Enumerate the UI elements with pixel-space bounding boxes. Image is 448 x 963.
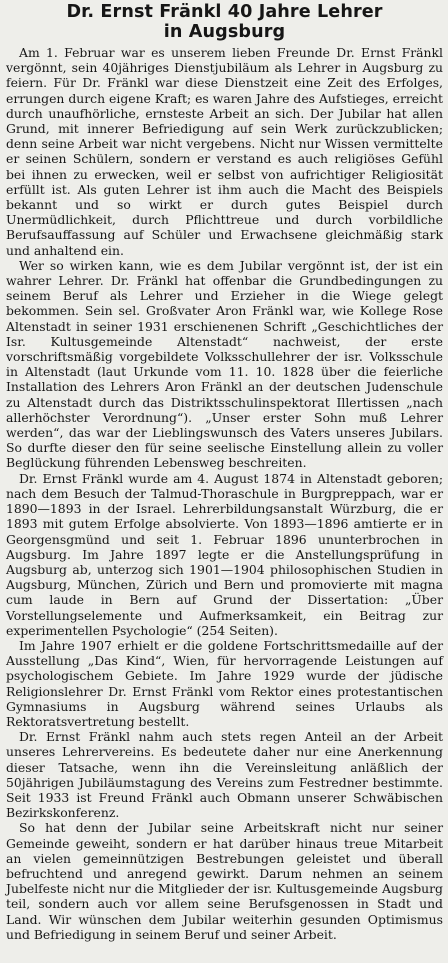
paragraph-3: Dr. Ernst Fränkl wurde am 4. August 1874 in Altenstadt geboren; nach dem Besuch der Talmud-Thoraschule in Burgpreppach, war er 1890—1893 in der Israel. Lehrerbildungsanstalt Würzburg, die er 1893 mit gutem Erfolge absolvierte. Von 1893—1896 amtierte er in Georgensgmünd und seit 1. Februar 1896 ununterbrochen in Augsburg. Im Jahre 1897 legte er die Anstellungsprüfung in Augsburg ab, unterzog sich 1901—1904 philosophischen Studien in Augsburg, München, Zürich und Bern und promovierte mit magna cum laude in Bern auf Grund der Dissertation: „Über Vorstellungselemente und Aufmerksamkeit, ein Beitrag zur experimentellen Psychologie“ (254 Seiten). [6,470,443,638]
paragraph-6: So hat denn der Jubilar seine Arbeitskraft nicht nur seiner Gemeinde geweiht, sondern er hat darüber hinaus treue Mitarbeit an vielen gemeinnützigen Bestrebungen geleistet und überall befruchtend und anregend gewirkt. Darum nehmen an seinem Jubelfeste nicht nur die Mitglieder der isr. Kultusgemeinde Augsburg teil, sondern auch vor allem seine Berufsgenossen in Stadt und Land. Wir wünschen dem Jubilar weiterhin gesunden Optimismus und Befriedigung in seinem Beruf und seiner Arbeit. [6,820,443,942]
paragraph-4: Im Jahre 1907 erhielt er die goldene Fortschrittsmedaille auf der Ausstellung „Das Kind“, Wien, für hervorragende Leistungen auf psychologischem Gebiete. Im Jahre 1929 wurde der jüdische Religionslehrer Dr. Ernst Fränkl vom Rektor eines protestantischen Gymnasiums in Augsburg während seines Urlaubs als Rektoratsvertretung bestellt. [6,637,443,729]
article-body [6,45,443,942]
article-title-line-2: in Augsburg [163,22,286,42]
article-title [6,2,443,42]
paragraph-2: Wer so wirken kann, wie es dem Jubilar vergönnt ist, der ist ein wahrer Lehrer. Dr. Fränkl hat offenbar die Grundbedingungen zu seinem Beruf als Lehrer und Erzieher in die Wiege gelegt bekommen. Sein sel. Großvater Aron Fränkl war, wie Kollege Rose Altenstadt in seiner 1931 erschienenen Schrift „Geschichtliches der Isr. Kultusgemeinde Altenstadt“ nachweist, der erste vorschriftsmäßig vorgebildete Volksschullehrer der isr. Volksschule in Altenstadt (laut Urkunde vom 11. 10. 1828 über die feierliche Installation des Lehrers Aron Fränkl an der deutschen Judenschule zu Altenstadt durch das Distriktsschulinspektorat Illertissen „nach allerhöchster Verordnung“). „Unser erster Sohn muß Lehrer werden“, das war der Lieblingswunsch des Vaters unseres Jubilars. So durfte dieser den für seine seelische Einstellung allein zu voller Beglückung führenden Lebensweg beschreiten. [6,257,443,471]
paragraph-5: Dr. Ernst Fränkl nahm auch stets regen Anteil an der Arbeit unseres Lehrervereins. Es bedeutete daher nur eine Anerkennung dieser Tatsache, wenn ihn die Vereinsleitung anläßlich der 50jährigen Jubiläumstagung des Vereins zum Festredner bestimmte. Seit 1933 ist Freund Fränkl auch Obmann unserer Schwäbischen Bezirkskonferenz. [6,729,443,821]
paragraph-1: Am 1. Februar war es unserem lieben Freunde Dr. Ernst Fränkl vergönnt, sein 40jähriges Dienstjubiläum als Lehrer in Augsburg zu feiern. Für Dr. Fränkl war diese Dienstzeit eine Zeit des Erfolges, errungen durch eigene Kraft; es waren Jahre des Aufstieges, erreicht durch unaufhörliche, ernsteste Arbeit an sich. Der Jubilar hat allen Grund, mit innerer Befriedigung auf sein Werk zurückzublicken; denn seine Arbeit war nicht vergebens. Nicht nur Wissen vermittelte er seinen Schülern, sondern er verstand es auch religiöses Gefühl bei ihnen zu erwecken, weil er selbst von aufrichtiger Religiosität erfüllt ist. Als guten Lehrer ist ihm auch die Macht des Beispiels bekannt und so wirkt er durch gutes Beispiel durch Unermüdlichkeit, durch Pflichttreue und durch vorbildliche Berufsauffassung auf Schüler und Erwachsene gleichmäßig stark und anhaltend ein. [6,45,443,258]
article-title-line-1: Dr. Ernst Fränkl 40 Jahre Lehrer [66,2,383,22]
